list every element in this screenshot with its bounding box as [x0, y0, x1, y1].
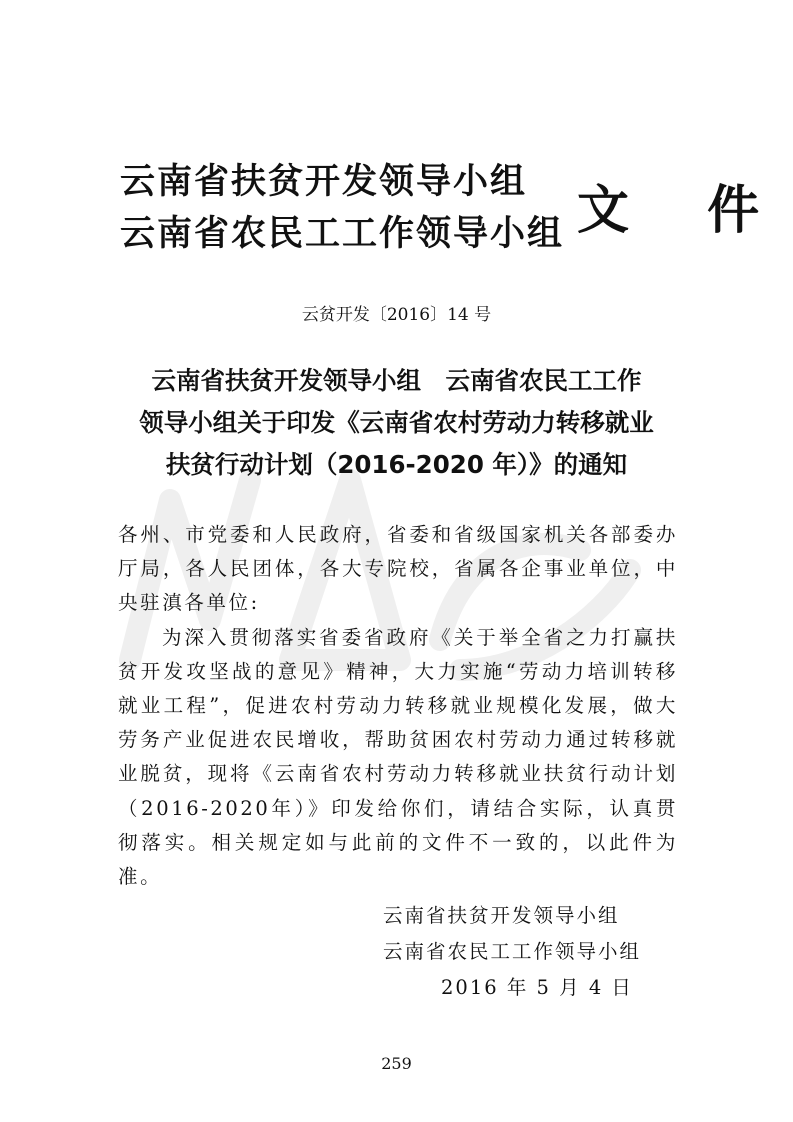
signature-date: 2016 年 5 月 4 日: [441, 976, 633, 999]
letterhead: [120, 148, 790, 258]
issuer-name-1: 云南省扶贫开发领导小组: [120, 162, 528, 202]
title-line-2: 领导小组关于印发《云南省农村劳动力转移就业: [139, 408, 654, 437]
document-number: 云贫开发〔2016〕14 号: [301, 305, 492, 325]
signature-org-1: 云南省扶贫开发领导小组: [383, 904, 620, 927]
body-paragraph: 为深入贯彻落实省委省政府《关于举全省之力打赢扶贫开发攻坚战的意见》精神，大力实施“劳动力培训转移就业工程”，促进农村劳动力转移就业规模化发展，做大劳务产业促进农民增收，帮助贫困农村劳动力通过转移就业脱贫，现将《云南省农村劳动力转移就业扶贫行动计划（2016-2020年）》印发给你们，请结合实际，认真贯彻落实。相关规定如与此前的文件不一致的，以此件为准。: [118, 625, 678, 889]
page-number: 259: [381, 1054, 412, 1073]
document-body: [118, 518, 678, 894]
signature-block: [383, 898, 641, 1006]
title-line-1: 云南省扶贫开发领导小组 云南省农民工工作: [151, 366, 642, 395]
signature-org-2: 云南省农民工工作领导小组: [383, 940, 642, 963]
document-title: [95, 360, 698, 486]
issuer-name-2: 云南省农民工工作领导小组: [120, 214, 565, 254]
title-line-3: 扶贫行动计划（2016-2020 年）》的通知: [165, 450, 628, 479]
salutation: 各州、市党委和人民政府，省委和省级国家机关各部委办厅局，各人民团体，各大专院校，省属各企事业单位，中央驻滇各单位:: [118, 523, 678, 615]
document-label: 文 件: [577, 181, 790, 241]
